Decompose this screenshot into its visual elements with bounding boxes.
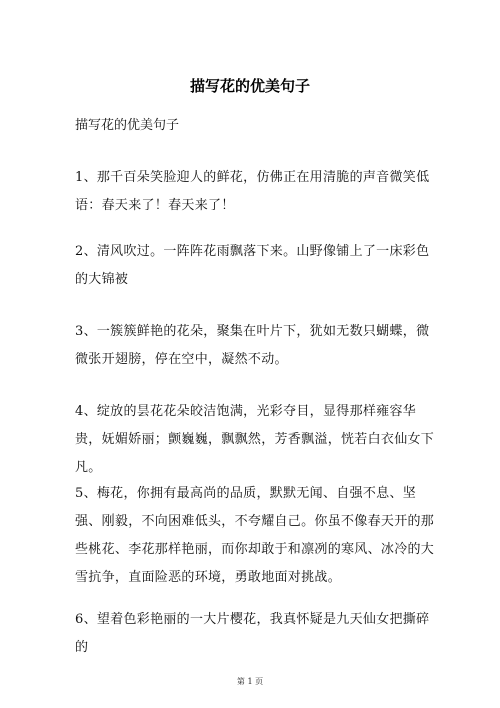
paragraph-2: 2、清风吹过。一阵阵花雨飘落下来。山野像铺上了一床彩色的大锦被 xyxy=(75,244,430,287)
document-title: 描写花的优美句子 xyxy=(189,77,310,95)
page-number: 第 1 页 xyxy=(236,677,264,686)
paragraph-3: 3、一簇簇鲜艳的花朵，聚集在叶片下，犹如无数只蝴蝶，微微张开翅膀，停在空中，凝然不动。 xyxy=(75,324,430,367)
paragraph-4: 4、绽放的昙花花朵皎洁饱满，光彩夺目，显得那样雍容华贵，妩媚娇丽；颤巍巍，飘飘然，芳香飘溢，恍若白衣仙女下凡。 xyxy=(75,404,435,475)
paragraph-5: 5、梅花，你拥有最高尚的品质，默默无闻、自强不息、坚强、刚毅，不向困难低头，不夸耀自己。你虽不像春天开的那些桃花、李花那样艳丽，而你却敢于和凛冽的寒风、冰冷的大雪抗争，直面险恶的环境，勇敢地面对挑战。 xyxy=(75,486,435,585)
paragraph-1: 1、那千百朵笑脸迎人的鲜花，仿佛正在用清脆的声音微笑低语：春天来了！春天来了！ xyxy=(75,170,430,213)
document-subtitle: 描写花的优美句子 xyxy=(75,118,180,133)
paragraph-6: 6、望着色彩艳丽的一大片樱花，我真怀疑是九天仙女把撕碎的 xyxy=(75,612,430,655)
